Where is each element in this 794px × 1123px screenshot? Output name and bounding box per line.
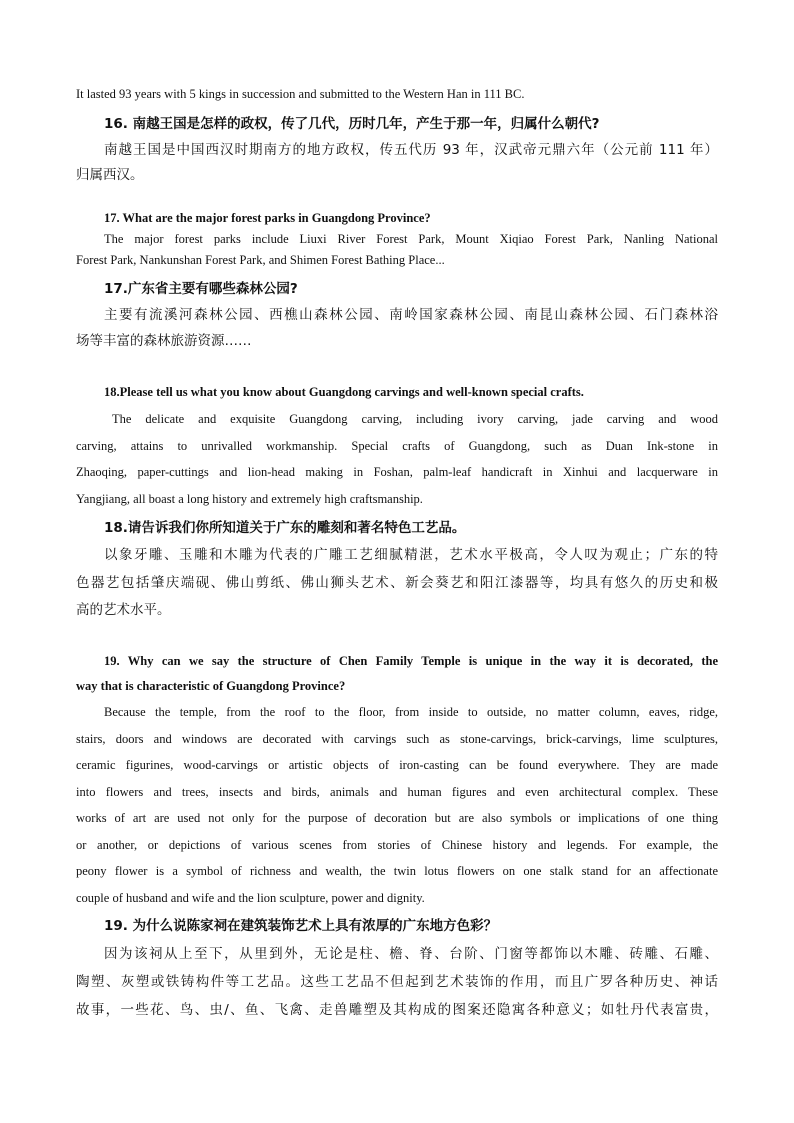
q18-question-en: 18.Please tell us what you know about Guangdong carvings and well-known special crafts. — [104, 385, 584, 399]
q18-answer-en-line: The delicate and exquisite Guangdong carving, including ivory carving, jade carving and wood — [112, 412, 718, 426]
q19-question-zh: 19. 为什么说陈家祠在建筑装饰艺术上具有浓厚的广东地方色彩？ — [104, 918, 498, 934]
q17-answer-zh-line: 场等丰富的森林旅游资源…… — [76, 333, 252, 349]
q17-answer-zh-line: 主要有流溪河森林公园、西樵山森林公园、南岭国家森林公园、南昆山森林公园、石门森林浴 — [104, 307, 718, 323]
q16-question-zh: 16. 南越王国是怎样的政权，传了几代，历时几年，产生于那一年，归属什么朝代? — [104, 116, 600, 132]
q19-answer-zh-line: 因为该祠从上至下，从里到外，无论是柱、檐、脊、台阶、门窗等都饰以木雕、砖雕、石雕、 — [104, 946, 718, 962]
q19-answer-zh-line: 故事，一些花、鸟、虫/、鱼、飞禽、走兽雕塑及其构成的图案还隐寓各种意义；如牡丹代表富贵， — [76, 1002, 718, 1018]
q19-answer-en-line: works of art are used not only for the purpose of decoration but are also symbols or implications of one thing — [76, 811, 718, 825]
q19-answer-zh-line: 陶塑、灰塑或铁铸构件等工艺品。这些工艺品不但起到艺术装饰的作用，而且广罗各种历史、神话 — [76, 974, 718, 990]
q17-answer-en-line: Forest Park, Nankunshan Forest Park, and Shimen Forest Bathing Place... — [76, 253, 445, 267]
q18-answer-en-line: Yangjiang, all boast a long history and extremely high craftsmanship. — [76, 492, 423, 506]
q17-question-zh: 17.广东省主要有哪些森林公园? — [104, 281, 298, 297]
q18-question-zh: 18.请告诉我们你所知道关于广东的雕刻和著名特色工艺品。 — [104, 520, 466, 536]
q19-answer-en-line: Because the temple, from the roof to the floor, from inside to outside, no matter column, eaves, ridge, — [104, 705, 718, 719]
q19-answer-en-line: couple of husband and wife and the lion sculpture, power and dignity. — [76, 891, 425, 905]
q19-answer-en-line: or another, or depictions of various scenes from stories of Chinese history and legends. For example, the — [76, 838, 718, 852]
q19-question-en: 19. Why can we say the structure of Chen Family Temple is unique in the way it is decorated, the — [104, 654, 718, 668]
q18-answer-en-line: carving, attains to unrivalled workmanship. Special crafts of Guangdong, such as Duan Ink-stone in — [76, 439, 718, 453]
q18-answer-en-line: Zhaoqing, paper-cuttings and lion-head making in Foshan, palm-leaf handicraft in Xinhui and lacquerware in — [76, 465, 718, 479]
q17-answer-en-line: The major forest parks include Liuxi River Forest Park, Mount Xiqiao Forest Park, Nanling National — [104, 232, 718, 246]
q19-answer-en-line: stairs, doors and windows are decorated with carvings such as stone-carvings, brick-carvings, lime sculptures, — [76, 732, 718, 746]
q18-answer-zh-line: 以象牙雕、玉雕和木雕为代表的广雕工艺细腻精湛，艺术水平极高，令人叹为观止；广东的特 — [104, 547, 718, 563]
q16-answer-zh-line: 南越王国是中国西汉时期南方的地方政权，传五代历 93 年，汉武帝元鼎六年（公元前 111 年） — [104, 142, 718, 158]
q19-answer-en-line: ceramic figurines, wood-carvings or artistic objects of iron-casting can be found everywhere. They are made — [76, 758, 718, 772]
q19-answer-en-line: into flowers and trees, insects and birds, animals and human figures and even architectural complex. These — [76, 785, 718, 799]
q15-answer-en-tail: It lasted 93 years with 5 kings in succession and submitted to the Western Han in 111 BC. — [76, 87, 525, 101]
q18-answer-zh-line: 色器艺包括肇庆端砚、佛山剪纸、佛山狮头艺术、新会葵艺和阳江漆器等，均具有悠久的历史和极 — [76, 575, 718, 591]
q17-question-en: 17. What are the major forest parks in Guangdong Province? — [104, 211, 431, 225]
q19-answer-en-line: peony flower is a symbol of richness and wealth, the twin lotus flowers on one stalk stand for an affectionate — [76, 864, 718, 878]
q18-answer-zh-line: 高的艺术水平。 — [76, 602, 171, 618]
q19-question-en-cont: way that is characteristic of Guangdong Province? — [76, 679, 346, 693]
q16-answer-zh-line: 归属西汉。 — [76, 167, 144, 183]
